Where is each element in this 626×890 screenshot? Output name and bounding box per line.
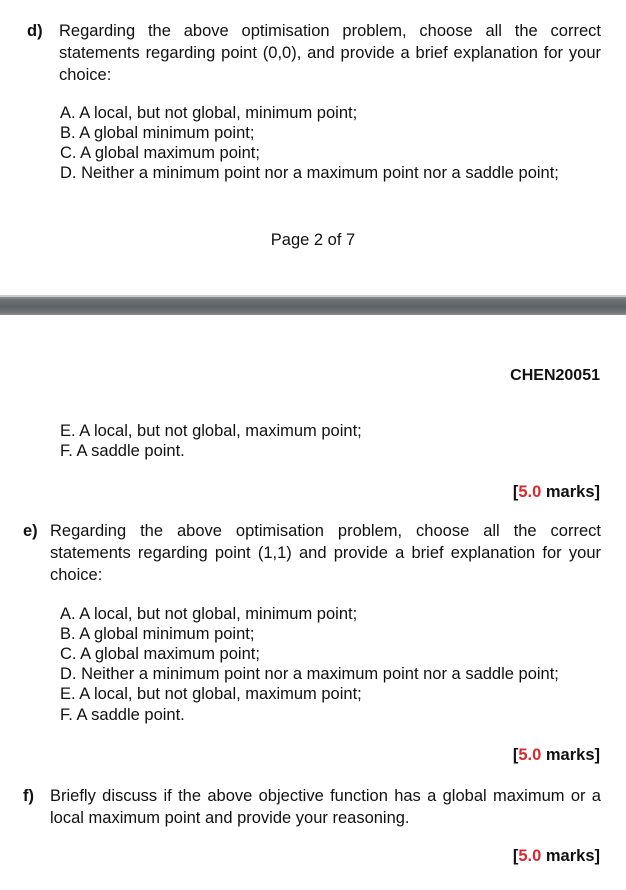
question-e-option-a: A. A local, but not global, minimum point; xyxy=(60,605,358,623)
question-e-option-d: D. Neither a minimum point nor a maximum point nor a saddle point; xyxy=(60,665,559,683)
question-e-text: Regarding the above optimisation problem, choose all the correct statements regarding point (1,1) and provide a brief explanation for your choice: xyxy=(50,522,601,584)
question-e-marks: [5.0 marks] xyxy=(512,746,600,764)
question-d-option-b: B. A global minimum point; xyxy=(60,124,255,142)
page-footer: Page 2 of 7 xyxy=(270,231,356,249)
question-f-label: f) xyxy=(23,787,34,805)
marks-value: 5.0 xyxy=(518,746,542,764)
question-e-option-f: F. A saddle point. xyxy=(60,706,185,724)
question-d-option-f: F. A saddle point. xyxy=(60,442,185,460)
question-d-option-c: C. A global maximum point; xyxy=(60,144,260,162)
question-f-marks: [5.0 marks] xyxy=(512,847,600,865)
question-e-option-e: E. A local, but not global, maximum point; xyxy=(60,685,362,703)
question-d-option-d: D. Neither a minimum point nor a maximum point nor a saddle point; xyxy=(60,164,559,182)
question-f-text: Briefly discuss if the above objective function has a global maximum or a local maximum point and provide your reasoning. xyxy=(50,787,601,827)
question-e-label: e) xyxy=(23,522,38,540)
question-d-label: d) xyxy=(27,22,43,40)
question-e-option-b: B. A global minimum point; xyxy=(60,625,255,643)
question-d-option-a: A. A local, but not global, minimum point; xyxy=(60,104,358,122)
question-d-marks: [5.0 marks] xyxy=(512,483,600,501)
marks-value: 5.0 xyxy=(518,847,542,865)
page-divider xyxy=(0,297,626,315)
question-d-text: Regarding the above optimisation problem, choose all the correct statements regarding point (0,0), and provide a brief explanation for your choice: xyxy=(59,22,601,84)
course-code: CHEN20051 xyxy=(510,367,600,384)
question-e-option-c: C. A global maximum point; xyxy=(60,645,260,663)
marks-value: 5.0 xyxy=(518,483,542,501)
question-d-option-e: E. A local, but not global, maximum point; xyxy=(60,422,362,440)
